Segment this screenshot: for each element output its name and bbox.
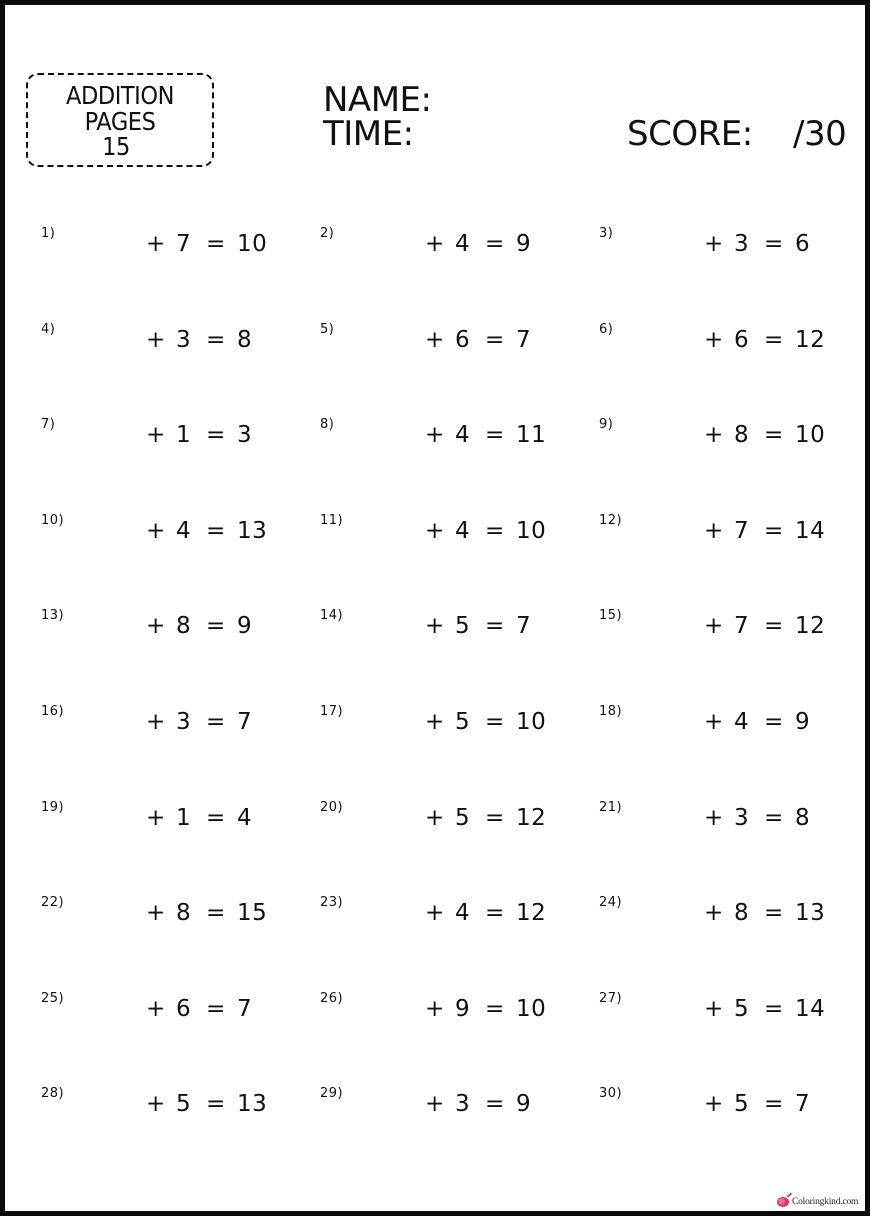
addend: 5 [734,1091,750,1118]
answer-blank[interactable] [639,1091,699,1119]
answer-blank[interactable] [81,518,141,546]
problem-number: 6) [599,321,614,337]
paint-palette-icon [777,1197,789,1207]
equation [146,231,267,257]
sum: 7 [237,709,253,735]
sum: 8 [237,326,253,353]
sum: 12 [516,804,547,831]
answer-blank[interactable] [360,327,420,355]
addend: 6 [734,326,750,353]
sum: 3 [237,422,253,449]
equation [425,231,531,257]
plus-sign: + [146,613,166,640]
addend: 7 [734,613,750,640]
answer-blank[interactable] [81,231,141,259]
problem-grid [5,5,865,1211]
sum: 6 [795,231,811,257]
equals-sign: = [485,613,505,640]
equals-sign: = [485,1091,505,1118]
problem-item [599,1086,859,1121]
equation [425,709,546,735]
sum: 10 [237,231,268,257]
plus-sign: + [704,900,724,927]
equals-sign: = [206,709,226,735]
equals-sign: = [206,326,226,353]
equation [425,805,546,831]
equation [146,422,252,448]
page-number: 15 [102,132,130,161]
plus-sign: + [425,422,445,449]
sum: 12 [795,326,826,353]
sum: 10 [516,709,547,735]
equals-sign: = [485,231,505,257]
equation [704,900,825,926]
plus-sign: + [146,804,166,831]
answer-blank[interactable] [81,805,141,833]
addend: 3 [734,804,750,831]
addend: 7 [176,231,192,257]
equals-sign: = [206,804,226,831]
addend: 5 [455,804,471,831]
plus-sign: + [146,422,166,449]
answer-blank[interactable] [639,518,699,546]
problem-item [41,990,301,1026]
title-line-1: ADDITION [66,81,174,110]
addend: 8 [176,900,192,927]
score-total: /30 [793,114,847,154]
problem-number: 12) [599,512,623,528]
watermark [774,1193,865,1211]
plus-sign: + [146,231,166,257]
problem-item [41,704,301,739]
answer-blank[interactable] [81,900,141,928]
sum: 7 [237,995,253,1022]
problem-item [41,799,301,835]
worksheet-page [5,5,865,1211]
equation [146,613,252,639]
equals-sign: = [764,517,784,544]
answer-blank[interactable] [639,327,699,355]
equals-sign: = [764,613,784,640]
addend: 4 [455,517,471,544]
addend: 5 [734,995,750,1022]
sum: 13 [795,900,826,927]
answer-blank[interactable] [639,996,699,1024]
problem-item [41,895,301,930]
equals-sign: = [485,709,505,735]
problem-number: 13) [41,608,65,624]
equals-sign: = [485,326,505,353]
plus-sign: + [704,517,724,544]
problem-number: 14) [320,608,344,624]
sum: 7 [516,613,532,640]
sum: 9 [516,1091,532,1118]
equals-sign: = [206,613,226,640]
problem-item [320,895,580,930]
equals-sign: = [485,804,505,831]
equals-sign: = [764,1091,784,1118]
sum: 13 [237,517,268,544]
problem-number: 1) [41,226,56,241]
equals-sign: = [485,517,505,544]
problem-number: 26) [320,990,344,1006]
equation [146,709,252,735]
addend: 8 [176,613,192,640]
addend: 4 [455,231,471,257]
equation [146,1091,267,1117]
equation [425,900,546,926]
problem-number: 19) [41,799,65,815]
plus-sign: + [704,613,724,640]
answer-blank[interactable] [360,900,420,928]
equation [704,231,810,257]
equals-sign: = [206,231,226,257]
equals-sign: = [206,517,226,544]
equation [425,422,546,448]
plus-sign: + [146,517,166,544]
equation [146,327,252,353]
addend: 3 [176,326,192,353]
answer-blank[interactable] [360,1091,420,1119]
problem-item [41,321,301,357]
addend: 7 [734,517,750,544]
addend: 8 [734,422,750,449]
equation [704,996,825,1022]
plus-sign: + [425,709,445,735]
problem-number: 27) [599,990,623,1006]
problem-item [41,608,301,643]
problem-number: 3) [599,226,614,241]
equation [146,518,267,544]
plus-sign: + [425,995,445,1022]
equals-sign: = [485,995,505,1022]
problem-item [320,990,580,1026]
sum: 10 [516,995,547,1022]
plus-sign: + [146,1091,166,1118]
equals-sign: = [206,900,226,927]
problem-number: 17) [320,704,344,719]
equation [146,996,252,1022]
answer-blank[interactable] [360,518,420,546]
problem-number: 8) [320,417,335,433]
problem-number: 10) [41,512,65,528]
plus-sign: + [146,995,166,1022]
equation [704,327,825,353]
problem-item [599,417,859,452]
sum: 4 [237,804,253,831]
answer-blank[interactable] [360,231,420,259]
plus-sign: + [425,326,445,353]
problem-item [41,1086,301,1121]
plus-sign: + [425,517,445,544]
addend: 4 [734,709,750,735]
equation [146,805,252,831]
problem-number: 29) [320,1086,344,1102]
addend: 6 [455,326,471,353]
problem-item [599,512,859,548]
sum: 14 [795,995,826,1022]
answer-blank[interactable] [360,422,420,450]
problem-item [599,226,859,261]
addend: 1 [176,422,192,449]
addend: 5 [176,1091,192,1118]
sum: 9 [237,613,253,640]
plus-sign: + [146,900,166,927]
equation [704,709,810,735]
answer-blank[interactable] [639,900,699,928]
answer-blank[interactable] [639,422,699,450]
score-label: SCORE: [627,114,753,154]
problem-item [320,417,580,452]
problem-item [41,226,301,261]
problem-number: 2) [320,226,335,241]
addend: 9 [455,995,471,1022]
plus-sign: + [704,231,724,257]
equation [425,996,546,1022]
plus-sign: + [146,326,166,353]
equals-sign: = [764,422,784,449]
problem-item [320,799,580,835]
sum: 7 [795,1091,811,1118]
problem-item [599,704,859,739]
addend: 3 [176,709,192,735]
sum: 8 [795,804,811,831]
equation [146,900,267,926]
equals-sign: = [485,422,505,449]
sum: 9 [795,709,811,735]
problem-item [599,990,859,1026]
sum: 10 [795,422,826,449]
equals-sign: = [764,231,784,257]
sum: 12 [516,900,547,927]
equation [425,327,531,353]
addend: 4 [176,517,192,544]
answer-blank[interactable] [360,613,420,641]
problem-number: 30) [599,1086,623,1102]
equation [704,518,825,544]
equation [425,613,531,639]
problem-number: 7) [41,417,56,433]
equals-sign: = [206,1091,226,1118]
answer-blank[interactable] [81,613,141,641]
equation [425,518,546,544]
problem-number: 18) [599,704,623,719]
problem-number: 9) [599,417,614,433]
problem-item [320,704,580,739]
addend: 4 [455,422,471,449]
answer-blank[interactable] [81,327,141,355]
problem-item [599,321,859,357]
plus-sign: + [425,231,445,257]
answer-blank[interactable] [639,231,699,259]
problem-number: 15) [599,608,623,624]
problem-item [599,608,859,643]
name-label: NAME: [323,80,432,120]
answer-blank[interactable] [360,805,420,833]
addend: 1 [176,804,192,831]
sum: 9 [516,231,532,257]
plus-sign: + [425,804,445,831]
equals-sign: = [764,900,784,927]
answer-blank[interactable] [81,1091,141,1119]
equation [704,805,810,831]
addend: 6 [176,995,192,1022]
problem-number: 20) [320,799,344,815]
sum: 15 [237,900,268,927]
equals-sign: = [764,709,784,735]
title-line-2: PAGES [84,107,156,136]
answer-blank[interactable] [639,613,699,641]
answer-blank[interactable] [81,422,141,450]
answer-blank[interactable] [639,805,699,833]
problem-item [41,417,301,452]
equals-sign: = [764,326,784,353]
plus-sign: + [704,326,724,353]
problem-item [41,512,301,548]
equals-sign: = [206,995,226,1022]
problem-number: 21) [599,799,623,815]
equals-sign: = [764,804,784,831]
sum: 11 [516,422,547,449]
equation [425,1091,531,1117]
answer-blank[interactable] [360,709,420,737]
problem-item [320,512,580,548]
sum: 12 [795,613,826,640]
addend: 3 [734,231,750,257]
problem-number: 11) [320,512,344,528]
problem-number: 25) [41,990,65,1006]
problem-item [320,1086,580,1121]
time-label: TIME: [323,114,414,154]
plus-sign: + [146,709,166,735]
sum: 10 [516,517,547,544]
plus-sign: + [425,900,445,927]
answer-blank[interactable] [360,996,420,1024]
sum: 7 [516,326,532,353]
answer-blank[interactable] [81,996,141,1024]
plus-sign: + [425,613,445,640]
problem-number: 23) [320,895,344,911]
addend: 5 [455,613,471,640]
plus-sign: + [425,1091,445,1118]
problem-item [599,799,859,835]
problem-number: 24) [599,895,623,911]
answer-blank[interactable] [639,709,699,737]
equation [704,613,825,639]
problem-item [320,226,580,261]
addend: 3 [455,1091,471,1118]
equals-sign: = [764,995,784,1022]
sum: 14 [795,517,826,544]
problem-number: 28) [41,1086,65,1102]
problem-number: 16) [41,704,65,719]
problem-item [320,608,580,643]
equals-sign: = [485,900,505,927]
addend: 5 [455,709,471,735]
problem-item [599,895,859,930]
problem-number: 22) [41,895,65,911]
watermark-text: Coloringkind.com [792,1197,859,1207]
equation [704,1091,810,1117]
problem-number: 5) [320,321,335,337]
answer-blank[interactable] [81,709,141,737]
problem-number: 4) [41,321,56,337]
plus-sign: + [704,422,724,449]
problem-item [320,321,580,357]
addend: 4 [455,900,471,927]
plus-sign: + [704,995,724,1022]
equation [704,422,825,448]
equals-sign: = [206,422,226,449]
plus-sign: + [704,709,724,735]
plus-sign: + [704,804,724,831]
sum: 13 [237,1091,268,1118]
addend: 8 [734,900,750,927]
plus-sign: + [704,1091,724,1118]
